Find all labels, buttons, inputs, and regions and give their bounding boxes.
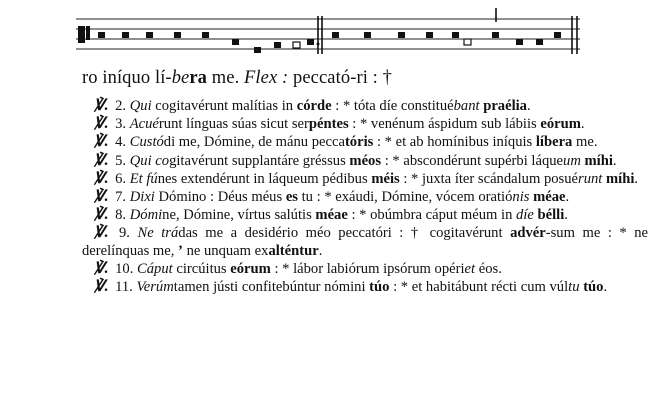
text-run: bélli (537, 207, 565, 224)
neume-note (364, 32, 371, 38)
text-run: méae (315, 207, 348, 224)
text-run: runt (578, 170, 603, 187)
text-run: tu (568, 279, 580, 296)
text-run: líbera (535, 134, 573, 151)
text-run: das me a desidério méo peccatóri : † cogitavérunt (178, 225, 511, 242)
verse-line (82, 170, 648, 188)
text-run: méae (533, 189, 566, 206)
text-run: . (580, 116, 585, 133)
text-run: : * abscondérunt supérbi láque (381, 152, 564, 169)
chant-text-line (82, 68, 392, 89)
text-run: Verúm (136, 279, 174, 296)
verse-number: 5. (111, 152, 130, 169)
neume-note (98, 32, 105, 38)
verse-symbol: ℣. (94, 169, 109, 187)
neume-note (274, 42, 281, 48)
verse-number: 10. (111, 260, 138, 277)
text-run: . (612, 152, 617, 169)
text-run: : * et ab homínibus iníquis (373, 134, 536, 151)
verse-symbol: ℣. (94, 224, 109, 242)
verse-symbol: ℣. (94, 278, 109, 296)
neume-note (307, 39, 314, 45)
neumes (98, 32, 320, 53)
chant-staff (74, 4, 586, 66)
neume-note (122, 32, 129, 38)
neume-note (202, 32, 209, 38)
verse-line (82, 224, 648, 259)
neume-note-hollow (293, 42, 300, 48)
text-run: ’ (178, 242, 183, 259)
text-run: Flex : (244, 68, 289, 88)
neume-note (332, 32, 339, 38)
text-run: oratió (478, 189, 513, 206)
verse-symbol: ℣. (94, 97, 109, 114)
verse-number: 7. (111, 189, 130, 206)
text-run: praélia (483, 98, 527, 114)
text-run: gitavérunt supplantáre gréssus (169, 152, 350, 169)
neume-note (398, 32, 405, 38)
text-run: . (603, 279, 608, 296)
verse-line (82, 97, 648, 115)
text-run: . (526, 98, 531, 114)
text-run: : * juxta íter scándalum posué (399, 170, 579, 187)
neume-note-hollow (464, 39, 471, 45)
neume-note (232, 39, 239, 45)
double-bar-right (572, 16, 577, 54)
text-run: advér (510, 225, 546, 242)
text-run: es (285, 189, 298, 206)
neume-note (146, 32, 153, 38)
verse-line (82, 278, 648, 296)
text-run: Ne trá (137, 225, 179, 242)
text-run: bant (453, 98, 480, 114)
neume-note (452, 32, 459, 38)
verse-line (82, 206, 648, 224)
text-run: cogitavérunt malítias in (155, 98, 297, 114)
text-run: nis (512, 189, 530, 206)
text-run: Dixi (129, 189, 159, 206)
text-run: míhi (584, 152, 613, 169)
verse-number: 9. (111, 225, 138, 242)
verse-symbol: ℣. (94, 188, 109, 206)
text-run: : * et habitábunt récti cum vúl (389, 279, 569, 296)
text-run: runt línguas súas sicut ser (158, 116, 309, 133)
text-run: . (564, 207, 568, 224)
verse-number: 11. (111, 279, 137, 296)
text-run: díe (516, 207, 534, 224)
text-run: me. (572, 134, 598, 151)
text-run: tu : * exáudi, Dómine, vócem (297, 189, 479, 206)
text-run: Acué (129, 116, 159, 133)
text-run: péntes (308, 116, 349, 133)
text-run: éos. (475, 260, 502, 277)
verse-line (82, 188, 648, 206)
neume-note (426, 32, 433, 38)
verse-number: 2. (111, 98, 130, 114)
text-run: Cáput (137, 260, 177, 277)
text-run: Dómi (129, 207, 163, 224)
text-run: . (634, 170, 639, 187)
text-run: méos (349, 152, 382, 169)
neume-note (516, 39, 523, 45)
text-run: Custó (129, 134, 164, 151)
text-run: alténtur (268, 242, 319, 259)
text-run: ro (82, 68, 98, 88)
text-run: tóris (344, 134, 374, 151)
verse-line (82, 260, 648, 278)
text-run: ra (189, 68, 208, 88)
psalm-verses (82, 97, 648, 296)
text-run: Et fú (129, 170, 158, 187)
verse-line (82, 115, 648, 133)
text-run: túo (583, 279, 604, 296)
text-run: peccató-ri : † (288, 68, 392, 88)
text-run: méis (371, 170, 400, 187)
text-run: míhi (606, 170, 635, 187)
neume-note (492, 32, 499, 38)
text-run: : * venénum áspidum sub lábiis (348, 116, 541, 133)
verse-symbol: ℣. (94, 115, 109, 133)
text-run: : * obúmbra cáput méum in (347, 207, 517, 224)
text-run: tamen jústi confitebúntur nómini (173, 279, 370, 296)
verse-number: 3. (111, 116, 130, 133)
text-run: Qui (129, 98, 156, 114)
verse-symbol: ℣. (94, 259, 109, 277)
clef-icon (78, 26, 90, 43)
text-run: córde (296, 98, 332, 114)
text-run: be (171, 68, 190, 88)
verse-number: 6. (111, 170, 130, 187)
verse-line (82, 133, 648, 151)
text-run: Qui co (129, 152, 170, 169)
text-run: um (563, 152, 581, 169)
neume-note (174, 32, 181, 38)
double-bar-left (318, 16, 322, 54)
verse-number: 8. (111, 207, 130, 224)
verse-symbol: ℣. (94, 206, 109, 224)
text-run: ne, Dómine, vírtus salútis (162, 207, 316, 224)
text-run: et (464, 260, 476, 277)
text-run: . (565, 189, 570, 206)
verse-line (82, 152, 648, 170)
text-run: eórum (230, 260, 271, 277)
text-run: -sum me : * ne derelínquas me, (82, 225, 649, 259)
text-run: : * lábor labiórum ipsórum opéri (270, 260, 465, 277)
text-run: Dómino : Déus méus (158, 189, 286, 206)
verse-number: 4. (111, 134, 130, 151)
text-run: eórum (540, 116, 581, 133)
text-run: me. (207, 68, 245, 88)
text-run: ne unquam ex (182, 242, 269, 259)
text-run: túo (369, 279, 390, 296)
text-run: : * tóta díe constitué (331, 98, 454, 114)
text-run: circúitus (176, 260, 231, 277)
neume-note (536, 39, 543, 45)
text-run: iníquo lí- (97, 68, 172, 88)
verse-symbol: ℣. (94, 133, 109, 151)
verse-symbol: ℣. (94, 151, 109, 169)
neume-note (554, 32, 561, 38)
neume-note (254, 47, 261, 53)
text-run: di me, Dómine, de mánu pecca (163, 134, 345, 151)
text-run: nes extendérunt in láqueum pédibus (157, 170, 372, 187)
text-run: . (318, 242, 323, 259)
